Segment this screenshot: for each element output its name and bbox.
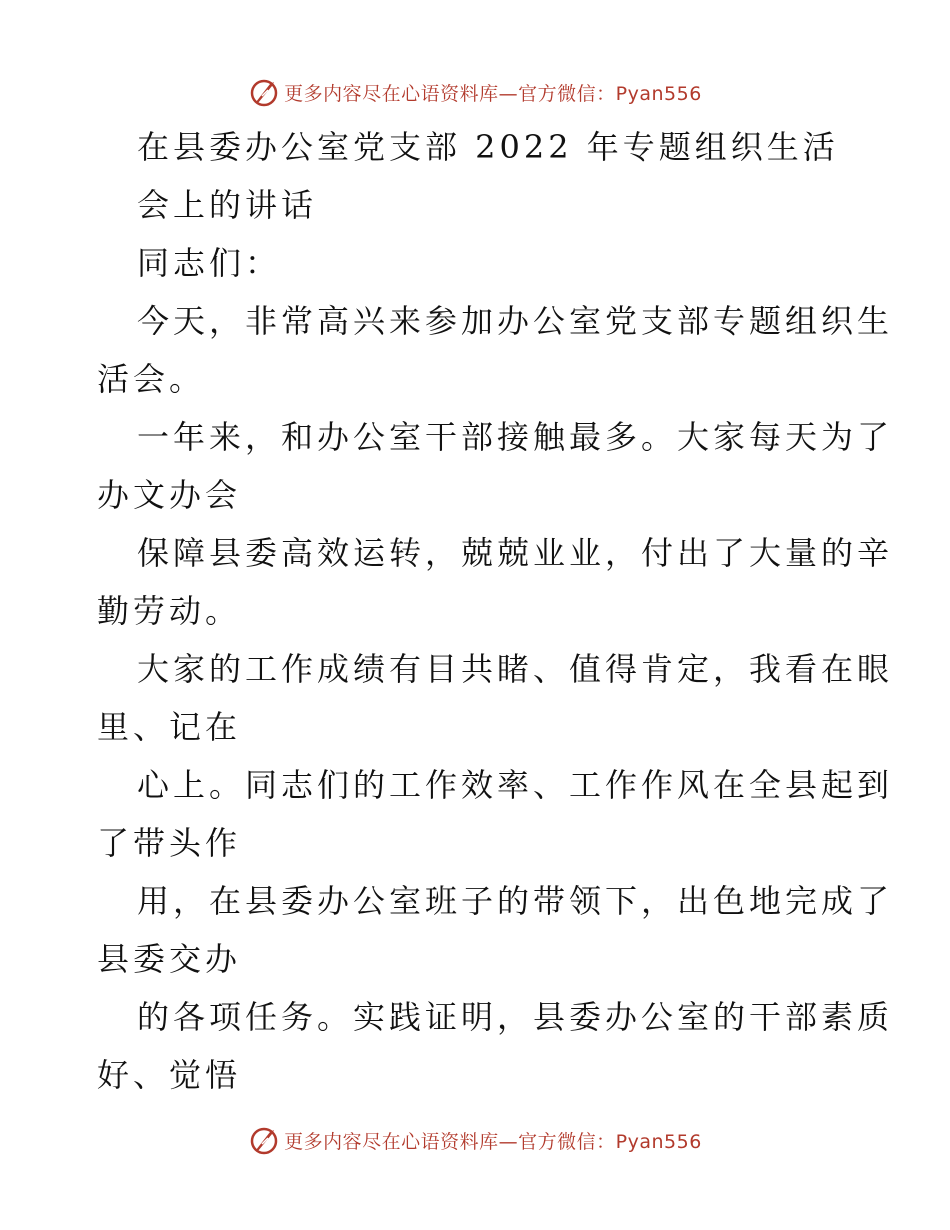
watermark-text: 更多内容尽在心语资料库—官方微信：Pyan556 bbox=[284, 1130, 702, 1153]
paragraph-line: 勤劳动。 bbox=[97, 592, 242, 630]
title-line-1: 在县委办公室党支部 2022 年专题组织生活 bbox=[137, 128, 839, 166]
quill-pen-logo-icon bbox=[248, 76, 280, 108]
paragraph-line: 用，在县委办公室班子的带领下，出色地完成了 bbox=[137, 882, 894, 920]
paragraph-line: 保障县委高效运转，兢兢业业，付出了大量的辛 bbox=[137, 534, 894, 572]
watermark-text: 更多内容尽在心语资料库—官方微信：Pyan556 bbox=[284, 82, 702, 105]
paragraph-line: 好、觉悟 bbox=[97, 1056, 242, 1094]
paragraph-line: 今天，非常高兴来参加办公室党支部专题组织生 bbox=[137, 302, 894, 340]
salutation: 同志们： bbox=[137, 244, 282, 282]
paragraph-line: 活会。 bbox=[97, 360, 206, 398]
quill-pen-logo-icon bbox=[248, 1124, 280, 1156]
paragraph-line: 县委交办 bbox=[97, 940, 242, 978]
paragraph-line: 办文办会 bbox=[97, 476, 242, 514]
paragraph-line: 一年来，和办公室干部接触最多。大家每天为了 bbox=[137, 418, 894, 456]
footer-watermark bbox=[0, 1120, 950, 1160]
paragraph-line: 了带头作 bbox=[97, 824, 242, 862]
paragraph-line: 心上。同志们的工作效率、工作作风在全县起到 bbox=[137, 766, 894, 804]
header-watermark bbox=[0, 72, 950, 112]
paragraph-line: 里、记在 bbox=[97, 708, 242, 746]
paragraph-line: 大家的工作成绩有目共睹、值得肯定，我看在眼 bbox=[137, 650, 894, 688]
paragraph-line: 的各项任务。实践证明，县委办公室的干部素质 bbox=[137, 998, 894, 1036]
title-line-2: 会上的讲话 bbox=[137, 186, 318, 224]
